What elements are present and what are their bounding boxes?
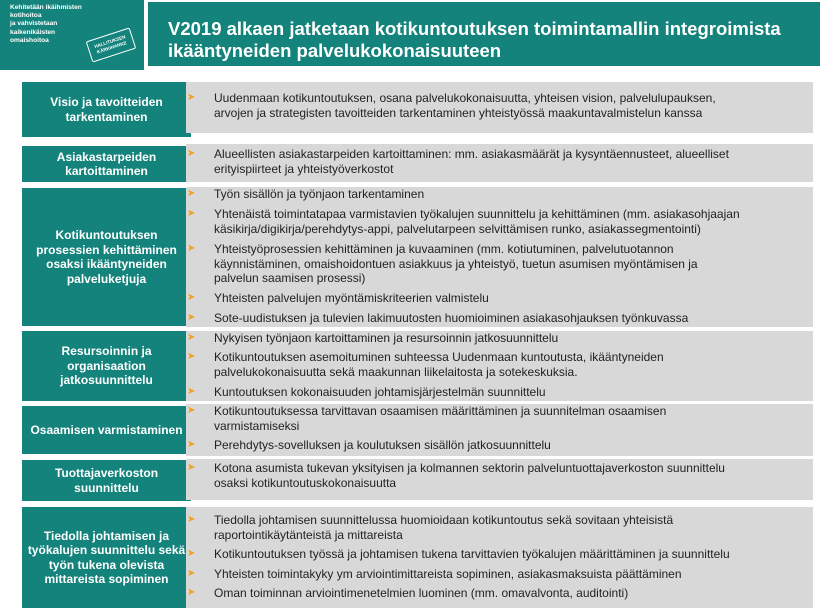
arrow-bullet-icon: ➤ (187, 148, 196, 159)
row-content-processes: ➤ Työn sisällön ja työnjaon tarkentaminen ➤ Yhtenäistä toimintatapaa varmistavien työkalujen suunnittelu ja kehittäminen (mm. asiakasohjaajan käsikirja/digikirja/perehdytys-appi, palvelutarpeen selvittämisen runko, asiakassegmentointi) ➤ Yhteistyöprosessien kehittäminen ja kuvaaminen (mm. kotiutuminen, palvelutuotannon käynnistäminen, omaishoidontuen asiakkuus ja yhteistyö, tuetun asumisen myöntämisen ja palvelun saamisen prosessi) ➤ Yhteisten palvelujen myöntämiskriteerien valmistelu ➤ Sote-uudistuksen ja tulevien lakimuutosten huomioiminen asiakasohjauksen työnkuvassa (186, 187, 813, 327)
row-label-vision: Visio ja tavoitteiden tarkentaminen (22, 82, 191, 137)
row-label-processes: Kotikuntoutuksen prosessien kehittäminen osaksi ikääntyneiden palveluketjuja (22, 188, 191, 326)
title-banner (148, 2, 820, 66)
row-content-provider-network: ➤ Kotona asumista tukevan yksityisen ja kolmannen sektorin palveluntuottajaverkoston suunnittelu osaksi kotikuntoutuskokonaisuutta (186, 459, 813, 500)
row-content-knowledge-management: ➤ Tiedolla johtamisen suunnittelussa huomioidaan kotikuntoutus sekä sovitaan yhteisistä raportointikäytänteistä ja mittareista ➤ Kotikuntoutuksen työssä ja johtamisen tukena tarvittavien työkalujen määrittäminen ja suunnittelu ➤ Yhteisten toimintakyky ym arviointimittareista sopiminen, asiakasmaksuista päättäminen ➤ Oman toiminnan arviointimenetelmien luominen (mm. omavalvonta, auditointi) (186, 507, 813, 608)
row-label-resourcing: Resursoinnin ja organisaation jatkosuunnittelu (22, 331, 191, 401)
arrow-bullet-icon: ➤ (187, 386, 196, 397)
arrow-bullet-icon: ➤ (187, 548, 196, 559)
row-label-knowledge-management: Tiedolla johtamisen ja työkalujen suunnittelu sekä työn tukena olevista mittareista sopiminen (22, 507, 191, 608)
arrow-bullet-icon: ➤ (187, 208, 196, 219)
row-content-customer-needs: ➤ Alueellisten asiakastarpeiden kartoittaminen: mm. asiakasmäärät ja kysyntäennusteet, alueelliset erityispiirteet ja yhteistyöverkostot (186, 144, 813, 182)
page-title: V2019 alkaen jatketaan kotikuntoutuksen toimintamallin integroimista ikääntyneiden palvelukokonaisuuteen (168, 18, 781, 61)
logo-text: Kehitetään ikäihmisten kotihoitoa ja vahvistetaan kaikenikäisten omaishoitoa (10, 4, 82, 44)
arrow-bullet-icon: ➤ (187, 188, 196, 199)
arrow-bullet-icon: ➤ (187, 351, 196, 362)
arrow-bullet-icon: ➤ (187, 243, 196, 254)
arrow-bullet-icon: ➤ (187, 312, 196, 323)
row-label-competence: Osaamisen varmistaminen (22, 406, 191, 454)
row-label-customer-needs: Asiakastarpeiden kartoittaminen (22, 146, 191, 182)
arrow-bullet-icon: ➤ (187, 405, 196, 416)
row-label-provider-network: Tuottajaverkoston suunnittelu (22, 460, 191, 501)
arrow-bullet-icon: ➤ (187, 439, 196, 450)
header (0, 0, 821, 70)
arrow-bullet-icon: ➤ (187, 587, 196, 598)
row-content-vision: ➤ Uudenmaan kotikuntoutuksen, osana palvelukokonaisuutta, yhteisen vision, palvelulupauksen, arvojen ja strategisten tavoitteiden tarkentaminen yhteistyössä maakuntavalmistelun kanssa (186, 82, 813, 133)
arrow-bullet-icon: ➤ (187, 514, 196, 525)
row-content-resourcing: ➤ Nykyisen työnjaon kartoittaminen ja resursoinnin jatkosuunnittelu ➤ Kotikuntoutuksen asemoituminen suhteessa Uudenmaan kuntoutusta, ikääntyneiden palvelukokonaisuutta sekä maakunnan liikelaitosta ja sotekeskuksia. ➤ Kuntoutuksen kokonaisuuden johtamisjärjestelmän suunnittelu (186, 331, 813, 401)
arrow-bullet-icon: ➤ (187, 332, 196, 343)
program-logo (0, 0, 144, 70)
arrow-bullet-icon: ➤ (187, 292, 196, 303)
arrow-bullet-icon: ➤ (187, 568, 196, 579)
row-content-competence: ➤ Kotikuntoutuksessa tarvittavan osaamisen määrittäminen ja suunnitelman osaamisen varmistamiseksi ➤ Perehdytys-sovelluksen ja koulutuksen sisällön jatkosuunnittelu (186, 404, 813, 456)
logo-stamp: HALLITUKSEN KÄRKIHANKE (86, 27, 137, 62)
arrow-bullet-icon: ➤ (187, 462, 196, 473)
arrow-bullet-icon: ➤ (187, 92, 196, 103)
